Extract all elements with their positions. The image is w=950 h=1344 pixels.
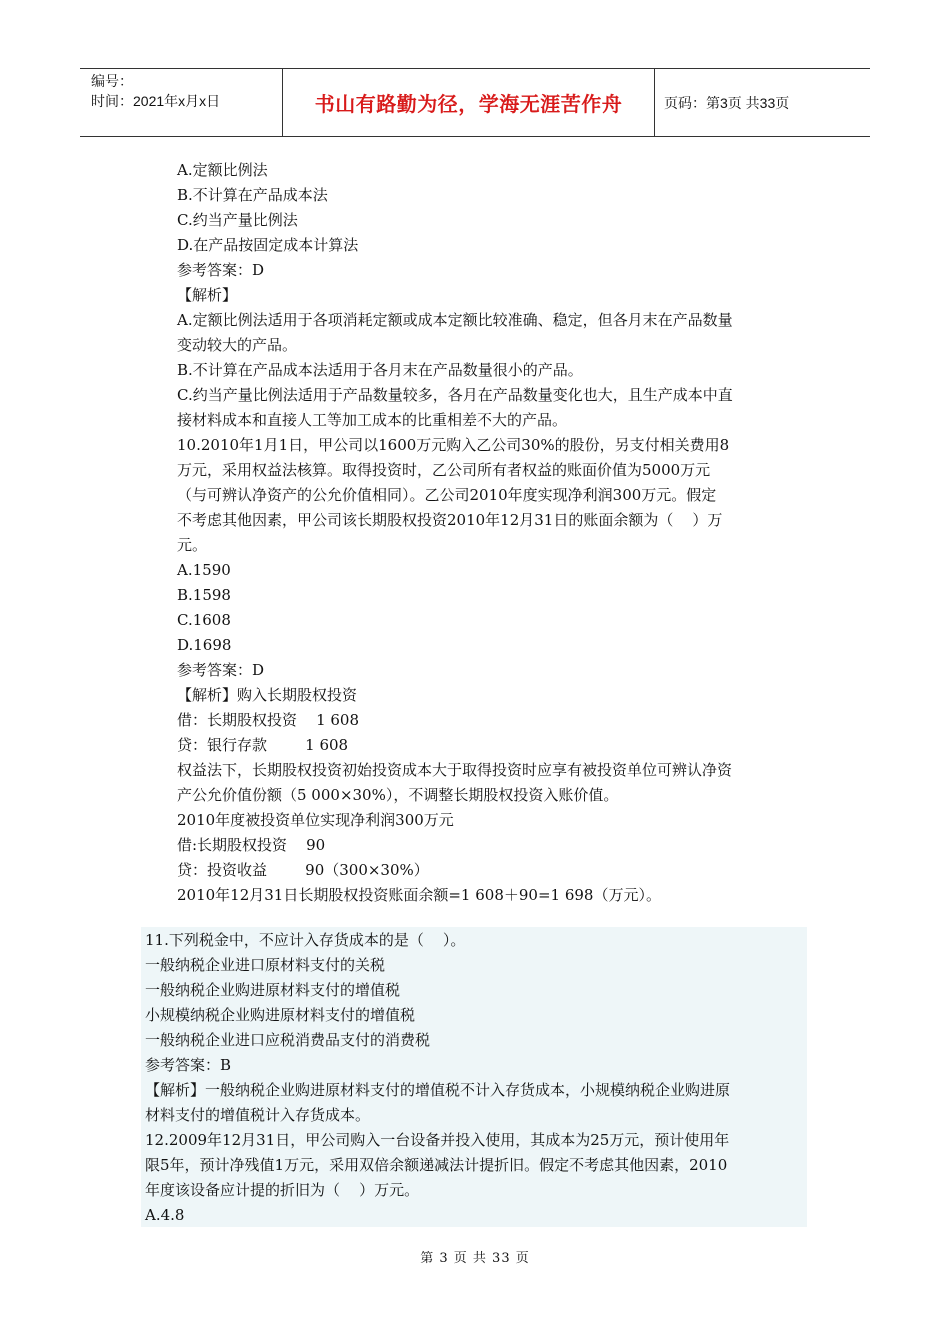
text-line: 不考虑其他因素，甲公司该长期股权投资2010年12月31日的账面余额为（ ）万: [177, 511, 723, 529]
text-line: 2010年度被投资单位实现净利润300万元: [177, 811, 454, 829]
highlighted-section: [145, 928, 805, 1228]
text-line: 一般纳税企业购进原材料支付的增值税: [145, 981, 401, 999]
text-line: 参考答案：D: [177, 661, 265, 679]
text-line: 贷：投资收益 90（300×30%）: [177, 861, 429, 879]
page-header: [80, 68, 870, 137]
text-line: A.1590: [177, 561, 231, 579]
text-line: 限5年，预计净残值1万元，采用双倍余额递减法计提折旧。假定不考虑其他因素，2010: [145, 1156, 728, 1174]
header-meta: [80, 69, 283, 136]
text-line: 借：长期股权投资 1 608: [177, 711, 360, 729]
text-line: 【解析】一般纳税企业购进原材料支付的增值税不计入存货成本，小规模纳税企业购进原: [145, 1081, 731, 1099]
text-line: 一般纳税企业进口原材料支付的关税: [145, 956, 386, 974]
text-line: A.定额比例法适用于各项消耗定额或成本定额比较准确、稳定，但各月末在产品数量: [177, 311, 733, 329]
text-line: C.约当产量比例法: [177, 211, 298, 229]
text-line: D.在产品按固定成本计算法: [177, 236, 359, 254]
text-line: 参考答案：B: [145, 1056, 232, 1074]
main-content: [177, 158, 817, 908]
text-line: 12.2009年12月31日，甲公司购入一台设备并投入使用，其成本为25万元，预计使用年: [145, 1131, 730, 1149]
text-line: 万元，采用权益法核算。取得投资时，乙公司所有者权益的账面价值为5000万元: [177, 461, 711, 479]
header-motto: 书山有路勤为径，学海无涯苦作舟: [283, 69, 655, 136]
text-line: 年度该设备应计提的折旧为（ ）万元。: [145, 1181, 420, 1199]
text-line: （与可辨认净资产的公允价值相同）。乙公司2010年度实现净利润300万元。假定: [177, 486, 717, 504]
text-line: 元。: [177, 536, 208, 554]
text-line: 【解析】: [177, 286, 238, 304]
text-line: A.4.8: [145, 1206, 185, 1224]
header-page-code: 页码：第3页 共33页: [664, 94, 790, 111]
text-line: 产公允价值份额（5 000×30%），不调整长期股权投资入账价值。: [177, 786, 619, 804]
text-line: 权益法下，长期股权投资初始投资成本大于取得投资时应享有被投资单位可辨认净资: [177, 761, 733, 779]
text-line: 【解析】购入长期股权投资: [177, 686, 358, 704]
text-line: D.1698: [177, 636, 232, 654]
text-line: B.不计算在产品成本法: [177, 186, 328, 204]
text-line: 材料支付的增值税计入存货成本。: [145, 1106, 371, 1124]
document-number-label: 编号：: [91, 73, 133, 89]
text-line: A.定额比例法: [177, 161, 268, 179]
text-line: 借:长期股权投资 90: [177, 836, 326, 854]
document-date: 时间：2021年x月x日: [91, 93, 221, 109]
text-line: 小规模纳税企业购进原材料支付的增值税: [145, 1006, 416, 1024]
text-line: 接材料成本和直接人工等加工成本的比重相差不大的产品。: [177, 411, 568, 429]
text-line: B.1598: [177, 586, 231, 604]
text-line: B.不计算在产品成本法适用于各月末在产品数量很小的产品。: [177, 361, 583, 379]
text-line: C.约当产量比例法适用于产品数量较多，各月在产品数量变化也大，且生产成本中直: [177, 386, 733, 404]
text-line: 贷：银行存款 1 608: [177, 736, 349, 754]
page-footer: 第 3 页 共 33 页: [420, 1251, 530, 1266]
text-line: 一般纳税企业进口应税消费品支付的消费税: [145, 1031, 431, 1049]
text-line: 2010年12月31日长期股权投资账面余额=1 608＋90=1 698（万元）。: [177, 886, 661, 904]
text-line: 参考答案：D: [177, 261, 265, 279]
text-line: 10.2010年1月1日，甲公司以1600万元购入乙公司30%的股份，另支付相关费用8: [177, 436, 730, 454]
text-line: 11.下列税金中，不应计入存货成本的是（ ）。: [145, 931, 466, 949]
text-line: 变动较大的产品。: [177, 336, 298, 354]
text-line: C.1608: [177, 611, 231, 629]
